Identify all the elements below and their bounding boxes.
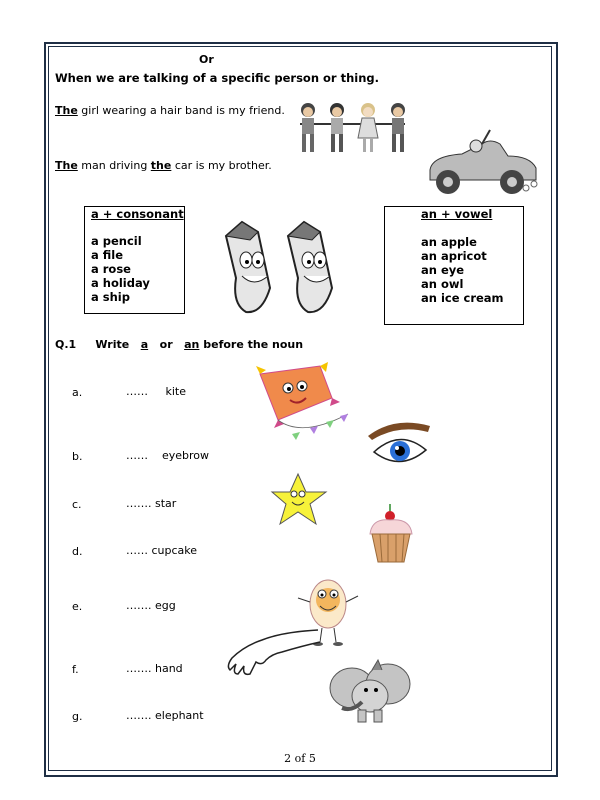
list-item: an eye [421, 263, 465, 277]
list-item: an apricot [421, 249, 487, 263]
list-item: a ship [91, 290, 130, 304]
example-sentence-2 [55, 159, 272, 172]
kite-picture [252, 362, 357, 446]
item-letter-e: e. [72, 600, 83, 613]
article-the: the [150, 159, 172, 172]
hand-picture [222, 626, 322, 678]
a-consonant-list [91, 234, 150, 304]
pencil-cartoons-picture [212, 218, 352, 316]
article-the: The [55, 159, 78, 172]
question-heading [55, 338, 303, 351]
item-letter-g: g. [72, 710, 83, 723]
an-vowel-box [384, 206, 524, 325]
example-sentence-1 [55, 104, 285, 117]
item-letter-b: b. [72, 450, 83, 463]
item-star: ……. star [126, 497, 177, 510]
item-eyebrow: …… eyebrow [126, 449, 210, 462]
sentence-text: car is my brother. [171, 159, 272, 172]
list-item: a pencil [91, 234, 142, 248]
star-picture [270, 472, 330, 528]
an-vowel-list [421, 235, 504, 305]
an-vowel-heading: an + vowel [421, 207, 493, 221]
children-holding-hands-picture [290, 100, 415, 158]
item-hand: ……. hand [126, 662, 183, 675]
or-label: Or [199, 53, 214, 66]
a-consonant-heading: a + consonant [91, 207, 184, 221]
item-kite: …… kite [126, 385, 186, 398]
sentence-text: girl wearing a hair band is my friend. [77, 104, 285, 117]
sentence-text: man driving [77, 159, 151, 172]
item-elephant: ……. elephant [126, 709, 204, 722]
item-letter-c: c. [72, 498, 82, 511]
item-letter-a: a. [72, 386, 83, 399]
list-item: a holiday [91, 276, 150, 290]
question-instruction: before the noun [203, 338, 304, 351]
article-a: a [140, 338, 149, 351]
list-item: a rose [91, 262, 131, 276]
item-letter-f: f. [72, 663, 79, 676]
item-letter-d: d. [72, 545, 83, 558]
list-item: a file [91, 248, 124, 262]
specific-heading: When we are talking of a specific person or thing. [55, 71, 380, 85]
list-item: an ice cream [421, 291, 504, 305]
list-item: an owl [421, 277, 464, 291]
item-cupcake: …… cupcake [126, 544, 198, 557]
article-an: an [184, 338, 200, 351]
article-the: The [55, 104, 78, 117]
item-egg: ……. egg [126, 599, 176, 612]
a-consonant-box [84, 206, 185, 314]
cupcake-picture [366, 500, 416, 564]
car-driver-picture [422, 128, 542, 200]
list-item: an apple [421, 235, 477, 249]
elephant-picture [322, 656, 412, 726]
eye-eyebrow-picture [364, 414, 436, 472]
question-or: or [159, 338, 173, 351]
question-write: Write [95, 338, 130, 351]
question-number: Q.1 [55, 338, 77, 351]
page-number: 2 of 5 [284, 752, 316, 765]
